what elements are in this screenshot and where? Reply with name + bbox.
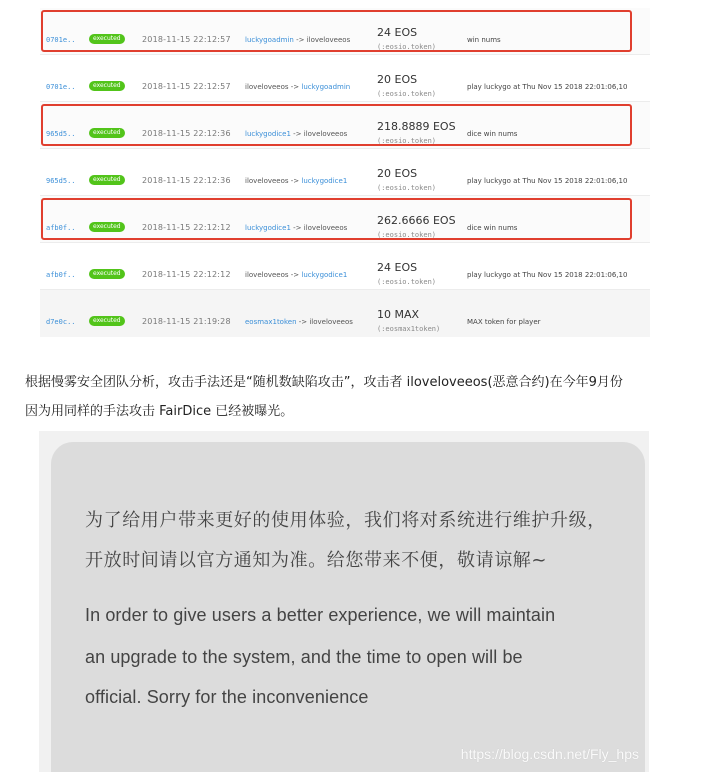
tx-id-link[interactable]: 0701e.. [46, 83, 76, 91]
tx-id-link[interactable]: 965d5.. [46, 177, 76, 185]
tx-memo: dice win nums [467, 130, 518, 138]
tx-memo: dice win nums [467, 224, 518, 232]
tx-route [245, 317, 353, 327]
notice-en-line: official. Sorry for the inconvenience [85, 687, 369, 707]
status-badge: executed [89, 34, 125, 44]
tx-route [245, 35, 350, 45]
from-account-link[interactable]: luckygodice1 [245, 224, 291, 232]
status-badge: executed [89, 175, 125, 185]
tx-contract: (:eosmax1token) [377, 325, 441, 333]
status-badge: executed [89, 269, 125, 279]
tx-contract: (:eosio.token) [377, 90, 437, 98]
tx-contract: (:eosio.token) [377, 137, 437, 145]
table-row [40, 55, 650, 102]
table-row [40, 243, 650, 290]
tx-amount: 20 EOS [377, 167, 418, 180]
tx-contract: (:eosio.token) [377, 43, 437, 51]
to-account-link[interactable]: luckygodice1 [301, 177, 348, 185]
tx-time: 2018-11-15 22:12:36 [142, 176, 231, 185]
route-arrow: -> [290, 224, 304, 232]
tx-route [245, 223, 347, 233]
tx-memo: MAX token for player [467, 318, 541, 326]
table-row [40, 102, 650, 149]
from-account: iloveloveeos [245, 177, 289, 185]
from-account: iloveloveeos [245, 83, 289, 91]
notice-zh-line: 开放时间请以官方通知为准。给您带来不便，敬请谅解~ [85, 550, 548, 571]
maintenance-notice-image [39, 431, 649, 772]
route-arrow: -> [296, 318, 310, 326]
tx-memo: win nums [467, 36, 501, 44]
route-arrow: -> [288, 83, 302, 91]
tx-memo: play luckygo at Thu Nov 15 2018 22:01:06,10 [467, 83, 628, 91]
notice-en-line: In order to give users a better experience, we will maintain [85, 605, 556, 625]
tx-memo: play luckygo at Thu Nov 15 2018 22:01:06,10 [467, 177, 628, 185]
tx-time: 2018-11-15 21:19:28 [142, 317, 231, 326]
tx-route [245, 270, 347, 280]
tx-time: 2018-11-15 22:12:12 [142, 270, 231, 279]
tx-amount: 218.8889 EOS [377, 120, 456, 133]
tx-id-link[interactable]: afb0f.. [46, 224, 76, 232]
tx-amount: 262.6666 EOS [377, 214, 456, 227]
article-paragraph [25, 368, 705, 426]
to-account: iloveloveeos [306, 36, 351, 44]
to-account: iloveloveeos [303, 130, 348, 138]
status-badge: executed [89, 222, 125, 232]
tx-amount: 24 EOS [377, 26, 418, 39]
from-account-link[interactable]: eosmax1token [245, 318, 297, 326]
tx-id-link[interactable]: d7e0c.. [46, 318, 76, 326]
tx-id-link[interactable]: afb0f.. [46, 271, 76, 279]
transaction-table [40, 0, 650, 334]
status-badge: executed [89, 316, 125, 326]
route-arrow: -> [288, 271, 302, 279]
status-badge: executed [89, 81, 125, 91]
route-arrow: -> [293, 36, 307, 44]
from-account: iloveloveeos [245, 271, 289, 279]
tx-time: 2018-11-15 22:12:57 [142, 35, 231, 44]
route-arrow: -> [288, 177, 302, 185]
notice-en-line: an upgrade to the system, and the time to open will be [85, 647, 523, 667]
tx-contract: (:eosio.token) [377, 184, 437, 192]
from-account-link[interactable]: luckygodice1 [245, 130, 291, 138]
notice-zh-line: 为了给用户带来更好的使用体验，我们将对系统进行维护升级， [85, 510, 606, 531]
watermark: https://blog.csdn.net/Fly_hps [460, 746, 639, 762]
tx-amount: 24 EOS [377, 261, 418, 274]
to-account-link[interactable]: luckygoadmin [301, 83, 351, 91]
table-row [40, 8, 650, 55]
tx-time: 2018-11-15 22:12:36 [142, 129, 231, 138]
to-account: iloveloveeos [303, 224, 348, 232]
tx-route [245, 176, 347, 186]
table-row [40, 290, 650, 337]
tx-time: 2018-11-15 22:12:57 [142, 82, 231, 91]
tx-route [245, 129, 347, 139]
table-row [40, 149, 650, 196]
tx-time: 2018-11-15 22:12:12 [142, 223, 231, 232]
tx-memo: play luckygo at Thu Nov 15 2018 22:01:06,10 [467, 271, 628, 279]
tx-amount: 20 EOS [377, 73, 418, 86]
tx-route [245, 82, 350, 92]
tx-id-link[interactable]: 0701e.. [46, 36, 76, 44]
article-line: 因为用同样的手法攻击 FairDice 已经被曝光。 [25, 404, 294, 419]
notice-card [51, 442, 645, 772]
table-row [40, 196, 650, 243]
route-arrow: -> [290, 130, 304, 138]
article-line: 根据慢雾安全团队分析，攻击手法还是“随机数缺陷攻击”，攻击者 iloveloveeos(恶意合约)在今年9月份 [25, 375, 623, 390]
to-account-link[interactable]: luckygodice1 [301, 271, 348, 279]
tx-contract: (:eosio.token) [377, 278, 437, 286]
tx-id-link[interactable]: 965d5.. [46, 130, 76, 138]
from-account-link[interactable]: luckygoadmin [245, 36, 294, 44]
to-account: iloveloveeos [309, 318, 353, 326]
tx-amount: 10 MAX [377, 308, 420, 321]
tx-contract: (:eosio.token) [377, 231, 437, 239]
status-badge: executed [89, 128, 125, 138]
